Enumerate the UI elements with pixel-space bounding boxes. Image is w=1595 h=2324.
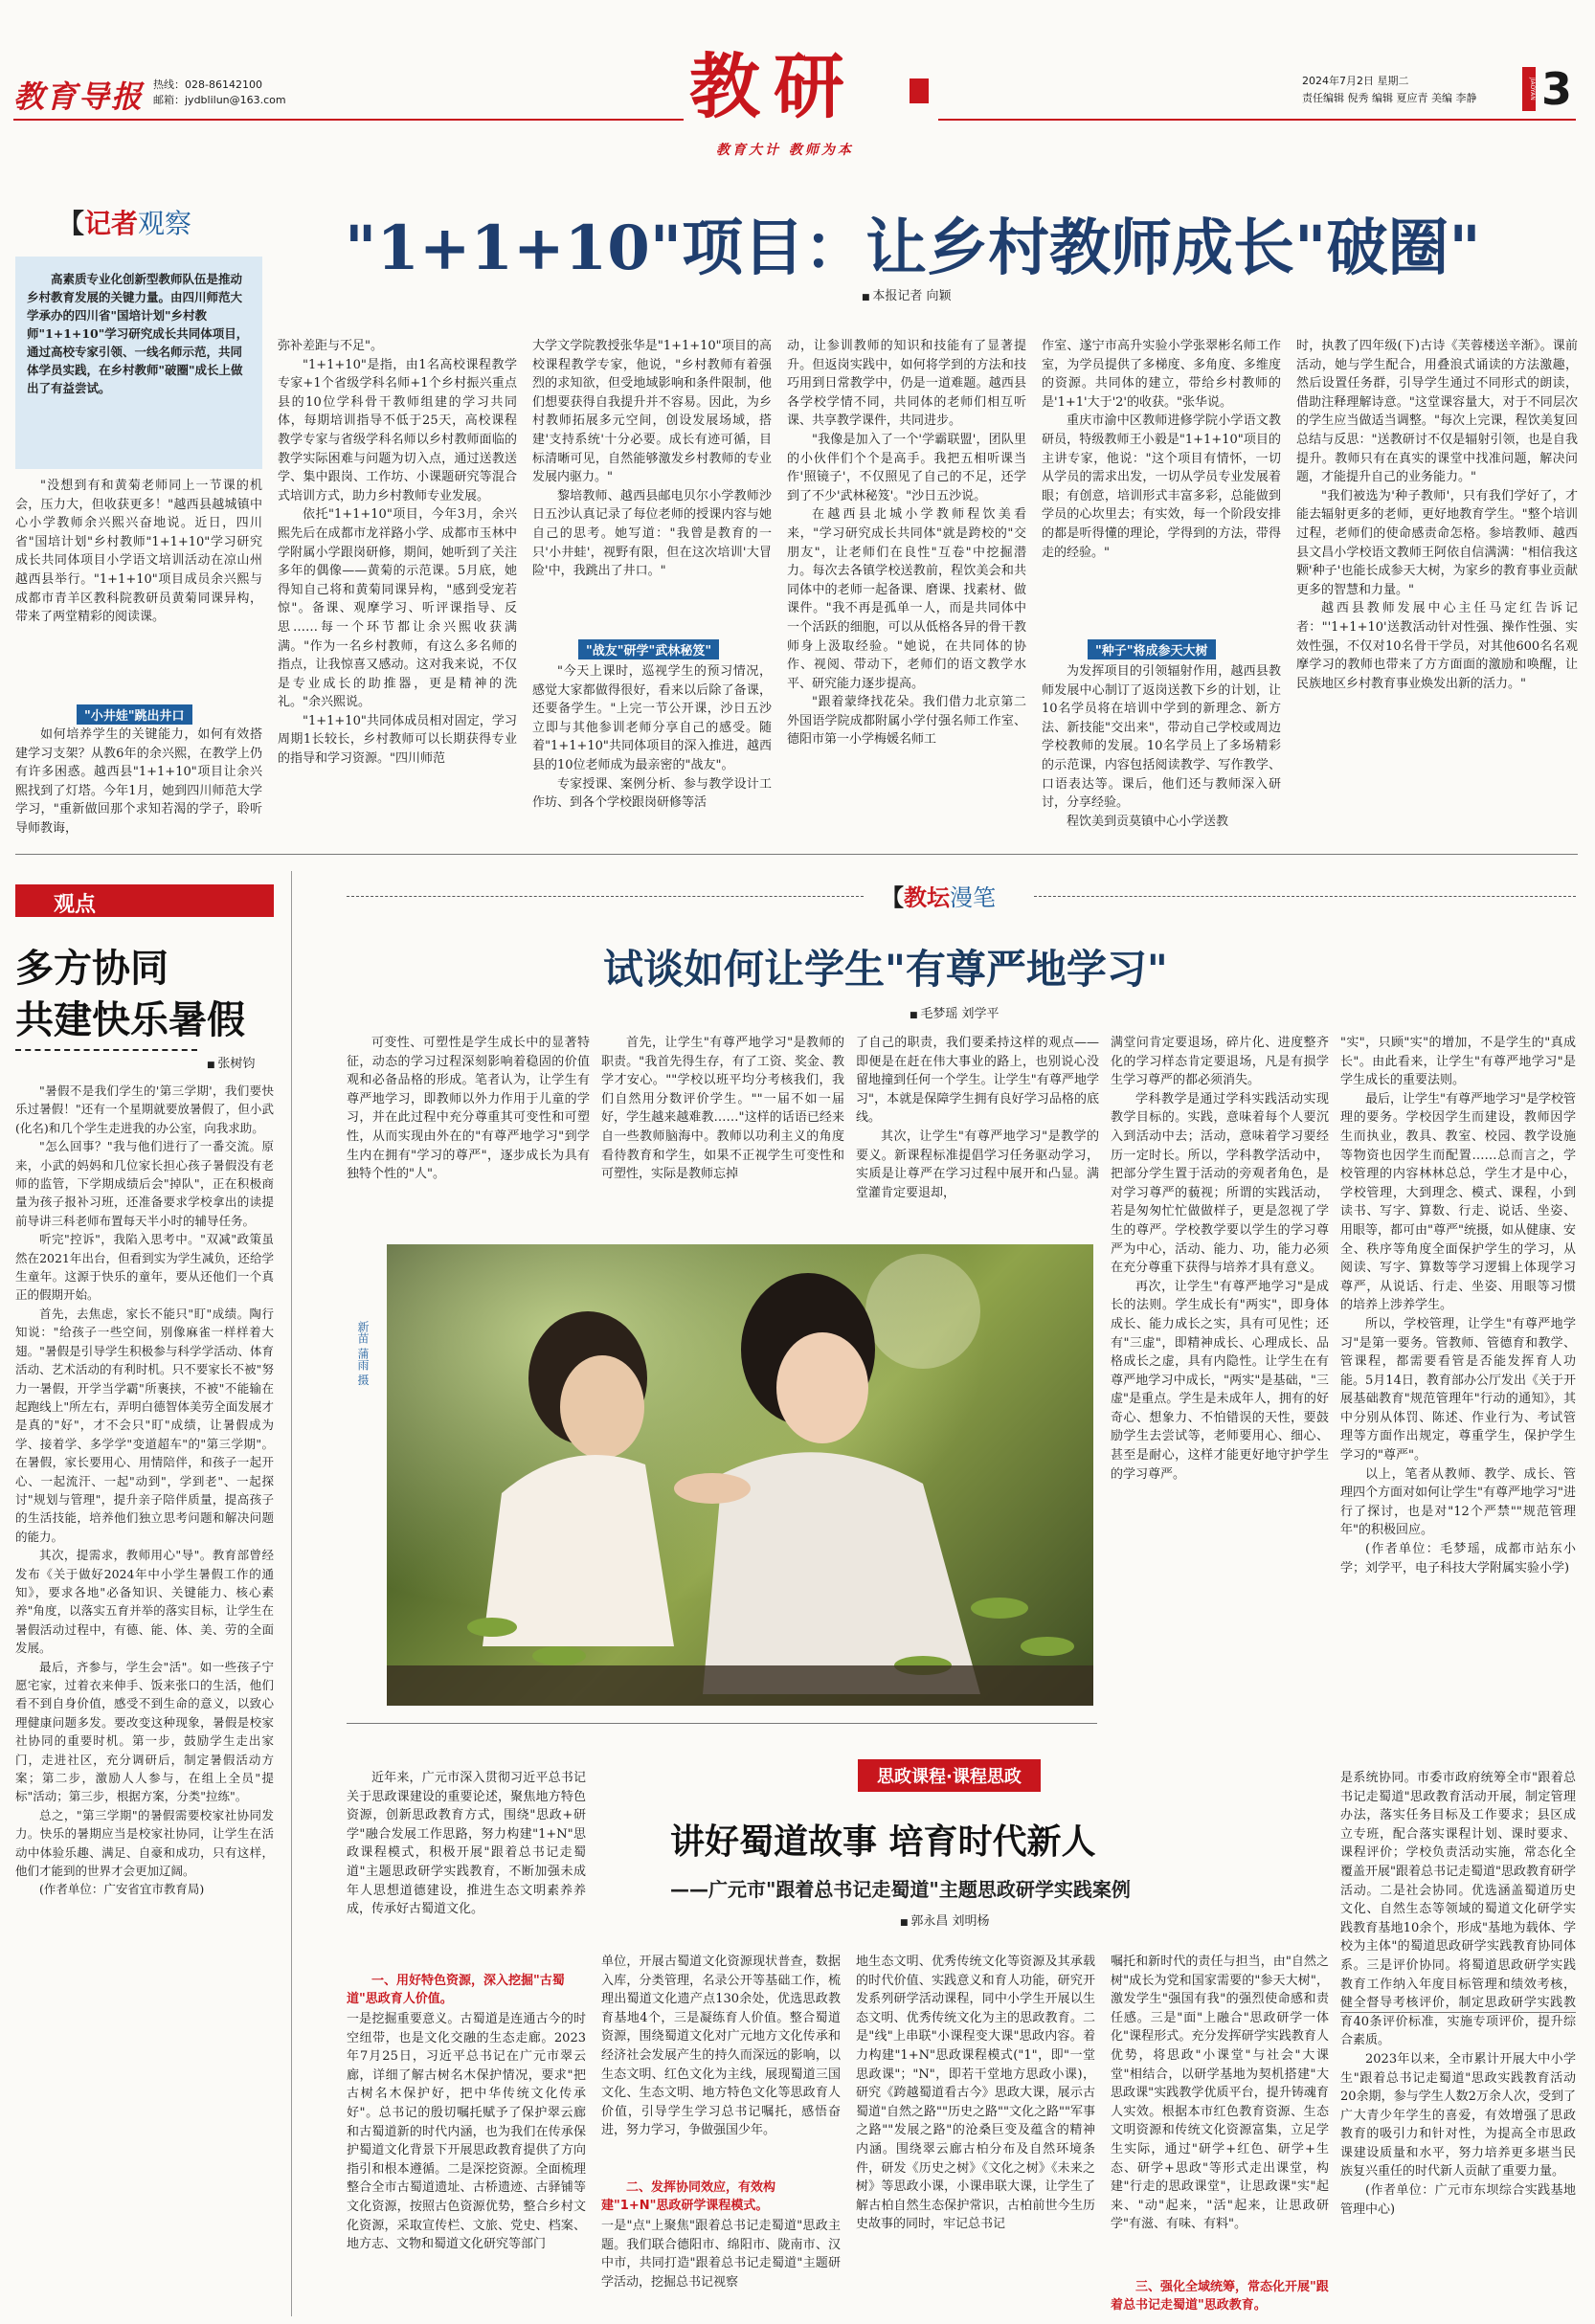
sizheng-tag: 思政课程·课程思政 bbox=[858, 1759, 1041, 1792]
photo-illustration bbox=[387, 1244, 1093, 1706]
email: 邮箱：jydblilun@163.com bbox=[153, 94, 286, 106]
essay-byline: ■ 毛梦瑶 刘学平 bbox=[910, 1003, 1000, 1021]
page-number: 3 bbox=[1541, 63, 1573, 115]
main-paragraph: 重庆市渝中区教师进修学院小学语文教研员，特级教师王小毅是"1+1+10"项目的主讲专家，他说："这个项目有情怀，一切从学员的需求出发，一切从学员专业发展着眼；有创意，培训形式丰富多彩，总能做到学员的心坎里去；有实效，每一个阶段安排的都是听得懂的理论，学得到的方法，带得走的经验。" bbox=[1042, 413, 1281, 560]
essay-tag-a: 教坛 bbox=[904, 884, 950, 911]
sizheng-head-2: 二、发挥协同效应，有效构建"1+N"思政研学课程模式。 bbox=[601, 2180, 776, 2213]
main-paragraph: 依托"1+1+10"项目，今年3月，余兴熙先后在成都市龙祥路小学、成都市玉林中学附属小学跟岗研修，期间，她听到了关注多年的偶像——黄菊的示范课。5月底，她得知自己将和黄菊同课异构，"感到受宠若惊"。备课、观摩学习、听评课指导、反思……每一个环节都让余兴熙收获满满。"作为一名乡村教师，有这么多名师的指点，让我惊喜又感动。这对我来说，不仅是专业成长的助推器，更是精神的洗礼。"余兴熙说。 bbox=[278, 507, 517, 710]
opinion-header bbox=[15, 884, 274, 917]
main-paragraph: 为发挥项目的引领辐射作用，越西县教师发展中心制订了返岗送教下乡的计划，让10名学员将在培训中学到的新理念、新方法、新技能"交出来"，带动自己学校或周边学校教师的发展。10名学员上了多场精彩的示范课，内容包括阅读教学、写作教学、口语表达等。课后，他们还与教师深入研讨，分享经验。 bbox=[1042, 664, 1281, 811]
opinion-paragraph: 最后，齐参与，学生会"活"。如一些孩子宁愿宅家，过着衣来伸手、饭来张口的生活，他们看不到自身价值，感受不到生命的意义，以致心理健康问题多发。要改变这种现象，暑假是校家社协同的重要时机。第一步，鼓励学生走出家门，走进社区，充分调研后，制定暑假活动方案；第二步，激励人人参与，在组上全员"提标"活动；第三步，根据方案，分类"拉练"。 bbox=[15, 1659, 274, 1804]
sizheng-subtitle: ——广元市"跟着总书记走蜀道"主题思政研学实践案例 bbox=[670, 1878, 1131, 1901]
essay-paragraph: 可变性、可塑性是学生成长中的显著特征，动态的学习过程深刻影响着稳固的价值观和必备品格的形成。笔者认为，让学生有尊严地学习，即教师以外力作用于儿童的学习，并在此过程中充分尊重其可变性和可塑性，从而实现由外在的"有尊严地学习"到学生内在拥有"学习的尊严"，逐步成长为具有独特个性的"人"。 bbox=[347, 1036, 590, 1182]
main-paragraph: 大学文学院教授张华是"1+1+10"项目的高校课程教学专家，他说，"乡村教师有着强烈的求知欲，但受地域影响和条件限制，他们想要获得自我提升并不容易。因此，为乡村教师拓展多元空间，创设发展场域，搭建'支持系统'十分必要。成长有迹可循，目标清晰可见，自然能够激发乡村教师的专业发展内驱力。" bbox=[532, 339, 772, 485]
sizheng-col-1 bbox=[347, 1769, 586, 1970]
essay-paragraph: (作者单位：毛梦瑶，成都市站东小学；刘学平，电子科技大学附属实验小学) bbox=[1340, 1542, 1576, 1575]
section-divider bbox=[15, 854, 1578, 855]
masthead-rule bbox=[13, 119, 684, 121]
essay-paragraph: 以上，笔者从教师、教学、成长、管理四个方面对如何让学生"有尊严地学习"进行了探讨，也是对"12个严禁""规范管理年"的积极回应。 bbox=[1340, 1466, 1576, 1538]
main-paragraph: "我像是加入了一个'学霸联盟'，团队里的小伙伴们个个是高手。我把五相听课当作'照镜子'，不仅照见了自己的不足，还学到了不少'武林秘笈'。"沙日五沙说。 bbox=[787, 432, 1026, 503]
main-paragraph: 专家授课、案例分析、参与教学设计工作坊、到各个学校跟岗研修等活 bbox=[532, 776, 772, 811]
main-col-1 bbox=[15, 477, 262, 699]
essay-col-4 bbox=[1111, 1034, 1329, 2002]
main-col-3b bbox=[532, 662, 772, 840]
reporter-lead: 高素质专业化创新型教师队伍是推动乡村教育发展的关键力量。由四川师范大学承办的四川省"国培计划"乡村教师"1+1+10"学习研究成长共同体项目，通过高校专家引领、一线名师示范，共同体学员实践，在乡村教师"破圈"成长上做出了有益尝试。 bbox=[27, 272, 249, 395]
sizheng-paragraph: 2023年以来，全市累计开展大中小学生"跟着总书记走蜀道"思政实践教育活动20余期，参与学生人数2万余人次，受到了广大青少年学生的喜爱，有效增强了思政教育的吸引力和针对性，为提高全市思政课建设质量和水平，努力培养更多堪当民族复兴重任的时代新人贡献了重要力量。 bbox=[1340, 2051, 1576, 2179]
sizheng-col-5 bbox=[1340, 1769, 1576, 2314]
main-paragraph: "跟着蒙绛找花朵。我们借力北京第二外国语学院成都附属小学付强名师工作室、德阳市第一小学梅媛名师工 bbox=[787, 695, 1026, 748]
opinion-paragraph: 总之，"第三学期"的暑假需要校家社协同发力。快乐的暑期应当是校家社协同，让学生在活动中体验乐趣、满足、自豪和成功，只有这样，他们才能到的世界才会更加辽阔。 bbox=[15, 1807, 274, 1879]
essay-paragraph: 学科教学是通过学科实践活动实现教学目标的。实践，意味着每个人要沉入到活动中去；活动，意味着学习要经历一定时长。所以，学科教学活动中，把部分学生置于活动的旁观者角色，是对学习尊严的藐视；所谓的实践活动，若是匆匆忙忙做做样子，更是忽视了学生的尊严。学校教学要以学生的学习尊严为中心，活动、能力、功，能力必须在充分尊重下获得与培养才具有意义。 bbox=[1111, 1091, 1329, 1276]
main-byline: ■ 本报记者 向颖 bbox=[862, 285, 952, 303]
main-col-3 bbox=[532, 337, 772, 624]
reporter-tag: 【记者观察 bbox=[57, 208, 192, 239]
main-col-5 bbox=[1042, 337, 1281, 624]
main-title-text: "1+1+10"项目：让乡村教师成长"破圈" bbox=[345, 212, 1481, 284]
essay-photo bbox=[387, 1244, 1093, 1706]
essay-paragraph: 其次，让学生"有尊严地学习"是教学的要义。新课程标准提倡学习任务驱动学习，实质是让尊严在学习过程中展开和凸显。满堂灌肯定要退却， bbox=[856, 1128, 1099, 1200]
main-paragraph: "1+1+10"是指，由1名高校课程教学专家+1个省级学科名师+1个乡村振兴重点县的10位学科骨干教师组建的学习共同体，每期培训指导不低于25天，高校课程教学专家与省级学科名师以乡村教师面临的教学实际困难与问题为切入点，通过送教送学、集中跟岗、工作坊、小课题研究等混合式培训方式，助力乡村教师专业发展。 bbox=[278, 357, 517, 503]
opinion-divider bbox=[291, 871, 292, 2316]
essay-title: 试谈如何让学生"有尊严地学习" bbox=[603, 946, 1168, 993]
essay-tag: 【教坛漫笔 bbox=[881, 884, 996, 911]
main-paragraph: "1+1+10"共同体成员相对固定，学习周期1长较长，乡村教师可以长期获得专业的指导和学习资源。"四川师范 bbox=[278, 713, 517, 767]
opinion-title-2: 共建快乐暑假 bbox=[15, 998, 245, 1042]
essay-tag-b: 漫笔 bbox=[950, 884, 996, 911]
essay-paragraph: 满堂问肯定要退场，碎片化、进度整齐化的学习样态肯定要退场，凡是有损学生学习尊严的都必须消失。 bbox=[1111, 1036, 1329, 1088]
essay-rule-right bbox=[1034, 896, 1576, 897]
opinion-paragraph: 听完"控诉"，我陷入思考中。"双减"政策虽然在2021年出台，但看到实为学生减负，还给学生童年。这源于快乐的童年，要从还他们一个真正的假期开始。 bbox=[15, 1232, 274, 1303]
main-col-2 bbox=[278, 337, 517, 840]
essay-rule-left bbox=[347, 896, 864, 897]
section-seal bbox=[910, 78, 929, 103]
main-paragraph: 黎培教师、越西县邮电贝尔小学教师沙日五沙认真记录了每位老师的授课内容与她自己的思考。她写道："我曾是教育的一只'小井蛙'，视野有限，但在这次培训'大冒险'中，我跳出了井口。" bbox=[532, 488, 772, 579]
opinion-paragraph: "怎么回事？"我与他们进行了一番交流。原来，小武的妈妈和几位家长担心孩子暑假没有老师的监管，下学期成绩后会"掉队"，正在积极商量为孩子报补习班，还准备要求学校拿出的读提前导讲三科老师布置每天半小时的辅导任务。 bbox=[15, 1139, 274, 1228]
reporter-lead-box bbox=[15, 257, 262, 469]
subhead-2: "战友"研学"武林秘笈" bbox=[578, 639, 719, 659]
issue-date: 2024年7月2日 星期二 bbox=[1302, 75, 1409, 87]
main-paragraph: 在越西县北城小学教师程饮美看来，"学习研究成长共同体"就是跨校的"交朋友"，让老师们在良性"互卷"中挖掘潜力。每次去各镇学校送教前，程饮美会和共同体中的老师一起备课、磨课、找素材、做课件。"我不再是孤单一人，而是共同体中一个活跃的细胞，可以从低格各异的骨干教师身上汲取经验。"她说，在共同体的协作、视阅、带动下，老师们的语文教学水平、研究能力逐步提高。 bbox=[787, 507, 1026, 691]
subhead-1: "小井娃"跳出井口 bbox=[77, 704, 192, 725]
essay-paragraph: 最后，让学生"有尊严地学习"是学校管理的要务。学校因学生而建设，教师因学生而执业，教具、教室、校园、教学设施等物资也因学生而配置……总而言之，学校管理的内容林林总总，学生才是中心，学校管理，大到理念、模式、课程，小到读书、写字、算数、行走、说话、坐姿、用眼等，都可由"尊严"统摄，如从健康、安全、秩序等角度全面保护学生的学习，从阅读、写字、算数等学习逻辑上体现学习尊严，从说话、行走、坐姿、用眼等习惯的培养上涉养学生。 bbox=[1340, 1091, 1576, 1313]
essay-col-1 bbox=[347, 1034, 590, 1225]
masthead bbox=[0, 0, 1595, 163]
main-col-1b bbox=[15, 726, 262, 840]
newspaper-logo: 教育导报 bbox=[13, 78, 145, 115]
sizheng-paragraph: 单位，开展古蜀道文化资源现状普查，数据入库，分类管理，名录公开等基础工作，梳理出蜀道文化遗产点130余处，优选思政教育基地4个，三是凝练育人价值。整合蜀道资源，围绕蜀道文化对广元地方文化传承和经济社会发展产生的持久而深远的影响，以生态文明、红色文化为主线，展现蜀道三国文化、生态文明、地方特色文化等思政育人价值，引导学生学习总书记嘱托，感悟奋进，努力学习，争做强国少年。 bbox=[601, 1955, 841, 2138]
opinion-paragraph: 首先，去焦虑，家长不能只"盯"成绩。陶行知说："给孩子一些空间，别像麻雀一样样着大翅。"暑假是引导学生积极参与科学学活动、体育活动、艺术活动的有利时机。只不要家长不被"努力一暑假，开学当学霸"所裹挟，不被"不能输在起跑线上"所左右，弄明白德智体美劳全面发展才是真的"好"，才不会只"盯"成绩，让暑假成为学、接着学、多学学"变道超车"的"第三学期"。在暑假，家长要用心、用情陪伴，和孩子一起开心、一起流汗、一起"动到"，学到老"、一起探讨"规划与管理"，提升亲子陪伴质量，提高孩子的生活技能，培养他们独立思考问题和解决问题的能力。 bbox=[15, 1306, 274, 1544]
main-title bbox=[345, 199, 1481, 287]
reporter-tag-b: 观察 bbox=[138, 208, 192, 239]
opinion-byline: ■ 张树钧 bbox=[207, 1053, 255, 1071]
reporter-tag-a: 记者 bbox=[84, 208, 139, 239]
essay-col-2 bbox=[601, 1034, 844, 1225]
sizheng-col-3 bbox=[856, 1953, 1095, 2314]
main-paragraph: 程饮美到贡莫镇中心小学送教 bbox=[1067, 814, 1229, 829]
hotline: 热线：028-86142100 bbox=[153, 78, 262, 91]
masthead-rule-right bbox=[938, 119, 1576, 121]
sizheng-title: 讲好蜀道故事 培育时代新人 bbox=[670, 1821, 1096, 1862]
section-title: 教研 bbox=[689, 46, 858, 128]
sizheng-col-2 bbox=[601, 1953, 841, 2173]
main-paragraph: 如何培养学生的关键能力，如何有效搭建学习支架？从教6年的余兴熙，在教学上仍有许多困惑。越西县"1+1+10"项目让余兴熙找到了灯塔。今年1月，她到四川师范大学学习，"重新做回那个求知若渴的学子，聆听导师教诲， bbox=[15, 727, 262, 836]
main-paragraph: 弥补差距与不足"。 bbox=[278, 339, 383, 353]
sizheng-col-4 bbox=[1111, 1953, 1329, 2274]
section-divider-2 bbox=[347, 1723, 1097, 1724]
sizheng-paragraph: 一是"点"上聚焦"跟着总书记走蜀道"思政主题。我们联合德阳市、绵阳市、陇南市、汉中市，共同打造"跟着总书记走蜀道"主题研学活动，挖掘总书记视察 bbox=[601, 2219, 841, 2290]
main-col-6 bbox=[1296, 337, 1578, 840]
main-paragraph: 越西县教师发展中心主任马定红告诉记者："'1+1+10'送教活动针对性强、操作性强、实效性强，不仅对10名骨干学员，对其他600名名观摩学习的教师也带来了方方面面的激励和唤醒，让民族地区乡村教育事业焕发出新的活力。" bbox=[1296, 601, 1578, 691]
essay-paragraph: "实"，只顾"实"的增加，不是学生的"真成长"。由此看来，让学生"有尊严地学习"是学生成长的重要法则。 bbox=[1340, 1036, 1576, 1088]
essay-paragraph: 了自己的职责，我们要柔持这样的观点——即便是在赶在伟大事业的路上，也别说心没留地撞到任何一个学生。让学生"有尊严地学习"，本就是保障学生拥有良好学习品格的底线。 bbox=[856, 1036, 1099, 1126]
sizheng-paragraph: 一是挖掘重要意义。古蜀道是连通古今的时空纽带，也是文化交融的生态走廊。2023年7月25日，习近平总书记在广元市翠云廊，详细了解古树名木保护情况，要求"把古树名木保护好，把中华传统文化传承好"。总书记的殷切嘱托赋予了保护翠云廊和古蜀道新的时代内涵，也为我们在传承保护蜀道文化背景下开展思政教育提供了方向指引和根本遵循。二是深挖资源。全面梳理整合全市古蜀道遗址、古桥遗迹、古驿铺等文化资源，按照古色资源优势，整合乡村文化资源，采取宣传栏、文旅、党史、档案、地方志、文物和蜀道文化研究等部门 bbox=[347, 2012, 586, 2252]
sizheng-col-2b bbox=[601, 2217, 841, 2314]
essay-col-3 bbox=[856, 1034, 1099, 1225]
main-paragraph: 动，让参训教师的知识和技能有了显著提升。但返岗实践中，如何将学到的方法和技巧用到日常教学中，仍是一道难题。越西县各学校学情不同，共同体的老师们相互听课、共享教学课件，共同进步。 bbox=[787, 339, 1026, 429]
sizheng-head-1: 一、用好特色资源，深入挖掘"古蜀道"思政育人价值。 bbox=[347, 1974, 565, 2006]
opinion-title-1: 多方协同 bbox=[15, 947, 168, 991]
sizheng-paragraph: 近年来，广元市深入贯彻习近平总书记关于思政课建设的重要论述，聚焦地方特色资源，创新思政教育方式，围绕"思政+研学"融合发展工作思路，努力构建"1+N"思政课程模式，积极开展"跟着总书记走蜀道"主题思政研学实践教育，不断加强未成年人思想道德建设，推进生态文明素养养成，传承好古蜀道文化。 bbox=[347, 1771, 586, 1917]
main-paragraph: "没想到有和黄菊老师同上一节课的机会，压力大，但收获更多！"越西县越城镇中心小学教师余兴熙兴奋地说。近日，四川省"国培计划"乡村教师"1+1+10"学习研究成长共同体项目小学语文培训活动在凉山州越西县举行。"1+1+10"项目成员余兴熙与成都市青羊区教科院教研员黄菊同课异构，带来了两堂精彩的阅读课。 bbox=[15, 479, 262, 625]
main-col-5b bbox=[1042, 662, 1281, 840]
essay-paragraph: 首先，让学生"有尊严地学习"是教师的职责。"我首先得生存，有了工资、奖金、教学才安心。""学校以班平均分考核我们，我们自然用分数评价学生。""一届不如一届好，学生越来越难教……"这样的话语已经来自一些教师脑海中。教师以功利主义的角度看待教育和学生，如果不正视学生可变性和可塑性，实际是教师忘掉 bbox=[601, 1036, 844, 1182]
main-paragraph: "我们被选为'种子教师'，只有我们学好了，才能去辐射更多的老师，更好地教育学生。"整个培训过程，老师们的使命感责命怎格。参培教师、越西县文昌小学校语文教师王阿依自信满满："相信我这颗'种子'也能长成参天大树，为家乡的教育事业贡献更多的智慧和力量。" bbox=[1296, 488, 1578, 597]
essay-paragraph: 所以，学校管理，让学生"有尊严地学习"是第一要务。管教师、管德育和教学、管课程，都需要看管是否能发挥育人功能。5月14日，教育部办公厅发出《关于开展基础教育"规范管理年"行动的通知》，其中分别从体罚、陈述、作业行为、考试管理等方面作出规定，尊重学生，保护学生学习的"尊严"。 bbox=[1340, 1316, 1576, 1464]
opinion-paragraph: 其次，提需求，教师用心"导"。教育部曾经发布《关于做好2024年中小学生暑假工作的通知》，要求各地"必备知识、关键能力、核心素养"角度，以落实五育并举的落实目标，让学生在暑假活动过程中，有德、能、体、美、劳的全面发展。 bbox=[15, 1548, 274, 1656]
opinion-section-label: 观点 bbox=[54, 893, 97, 917]
sizheng-col-1b bbox=[347, 2010, 586, 2314]
opinion-rule bbox=[15, 1049, 197, 1051]
page-tag: JIAOYAN bbox=[1522, 67, 1536, 111]
subhead-3: "种子"将成参天大树 bbox=[1088, 639, 1216, 659]
sizheng-paragraph: 是系统协同。市委市政府统筹全市"跟着总书记走蜀道"思政教育活动开展，制定管理办法，落实任务目标及工作要求；县区成立专班，配合落实课程计划、课时要求、课程评价；学校负责活动实施，常态化全覆盖开展"跟着总书记走蜀道"思政教育研学活动。二是社会协同。优选涵盖蜀道历史文化、自然生态等领域的蜀道文化研学实践教育基地10余个，形成"基地为载体、学校为主体"的蜀道思政研学实践教育协同体系。三是评价协同。将蜀道思政研学实践教育工作纳入年度目标管理和绩效考核，健全督导考核评价，制定思政研学实践教育40条评价标准，实施专项评价，提升综合素质。 bbox=[1340, 1771, 1576, 2048]
slogan: 教育大计 教师为本 bbox=[716, 143, 854, 158]
main-paragraph: "今天上课时，巡视学生的预习情况，感觉大家都做得很好，看来以后除了备课，还要备学生。"上完一节公开课，沙日五沙立即与其他参训老师分享自己的感受。随着"1+1+10"共同体项目的深入推进，越西县的10位老师成为最亲密的"战友"。 bbox=[532, 664, 772, 772]
main-paragraph: 时，执教了四年级(下)古诗《芙蓉楼送辛渐》。课前活动，她与学生配合，用叠浪式诵读的方法激趣，然后设置任务群，引导学生通过不同形式的朗读，借助注释理解诗意。"这堂课容量大，对于不同层次的学生应当做适当调整。"每次上完课，程饮美复回总结与反思："送教研讨不仅是辐射引领，也是自我提升。教师只有在真实的课堂中找准问题，解决问题，才能提升自己的业务能力。" bbox=[1296, 339, 1578, 485]
main-col-4 bbox=[787, 337, 1026, 840]
main-paragraph: 作室、遂宁市高升实验小学张翠彬名师工作室，为学员提供了多梯度、多角度、多维度的资源。共同体的建立，带给乡村教师的是'1+1'大于'2'的收获。"张华说。 bbox=[1042, 339, 1281, 410]
photo-credit: 新苗 蒲雨 摄 bbox=[356, 1321, 370, 1386]
sizheng-byline: ■ 郭永昌 刘明杨 bbox=[900, 1911, 990, 1929]
opinion-paragraph: "暑假不是我们学生的'第三学期'，我们要快乐过暑假！"还有一个星期就要放暑假了，但小武(化名)和几个学生走进我的办公室，向我求助。 bbox=[15, 1084, 274, 1135]
opinion-paragraph: (作者单位：广安省宜市教育局) bbox=[39, 1882, 205, 1897]
sizheng-paragraph: (作者单位：广元市东坝综合实践基地管理中心) bbox=[1340, 2183, 1576, 2217]
sizheng-paragraph: 嘱托和新时代的责任与担当，由"自然之树"成长为党和国家需要的"参天大树"，激发学生"强国有我"的强烈使命感和责任感。三是"面"上融合"思政研学一体化"课程形式。充分发挥研学实践教育人优势，将思政"小课堂"与社会"大课堂"相结合，以研学基地为契机搭建"大思政课"实践教学优质平台，提升铸魂育人实效。根据本市红色教育资源、生态文明资源和传统文化资源富集，立足学生实际，通过"研学+红色、研学+生态、研学+思政"等形式走出课堂，构建"行走的思政课堂"，让思政课"实"起来、"动"起来，"活"起来，让思政研学"有滋、有味、有料"。 bbox=[1111, 1955, 1329, 2232]
essay-paragraph: 再次，让学生"有尊严地学习"是成长的法则。学生成长有"两实"，即身体成长、能力成长之实，具有可见性；还有"三虚"，即精神成长、心理成长、品格成长之虚，具有内隐性。让学生在有尊严地学习中成长，"两实"是基础，"三虚"是重点。学生是未成年人，拥有的好奇心、想象力、不怕错误的天性，要鼓励学生去尝试等，老师要用心、细心、甚至是耐心，这样才能更好地守护学生的学习尊严。 bbox=[1111, 1279, 1329, 1482]
opinion-body bbox=[15, 1082, 274, 2316]
editors: 责任编辑 倪秀 编辑 夏应青 美编 李静 bbox=[1302, 92, 1477, 104]
sizheng-paragraph: 地生态文明、优秀传统文化等资源及其承载的时代价值、实践意义和育人功能，研究开发系列研学活动课程，同中小学生开展以生态文明、优秀传统文化为主的思政教育。二是"线"上串联"小课程变大课"思政内容。着力构建"1+N"思政课程模式("1"，即"一堂思政课"；"N"，即若干堂地方思政小课)，研究《跨越蜀道看古今》思政大课，展示古蜀道"自然之路""历史之路""文化之路""军事之路""发展之路"的沧桑巨变及蕴含的精神内涵。围绕翠云廊古柏分布及自然环境条件，研发《历史之树》《文化之树》《未来之树》等思政小课，小课串联大课，让学生了解古柏自然生态保护常识，古柏前世今生历史故事的同时，牢记总书记 bbox=[856, 1955, 1095, 2232]
sizheng-head-3: 三、强化全域统筹，常态化开展"跟着总书记走蜀道"思政教育。 bbox=[1111, 2280, 1329, 2313]
